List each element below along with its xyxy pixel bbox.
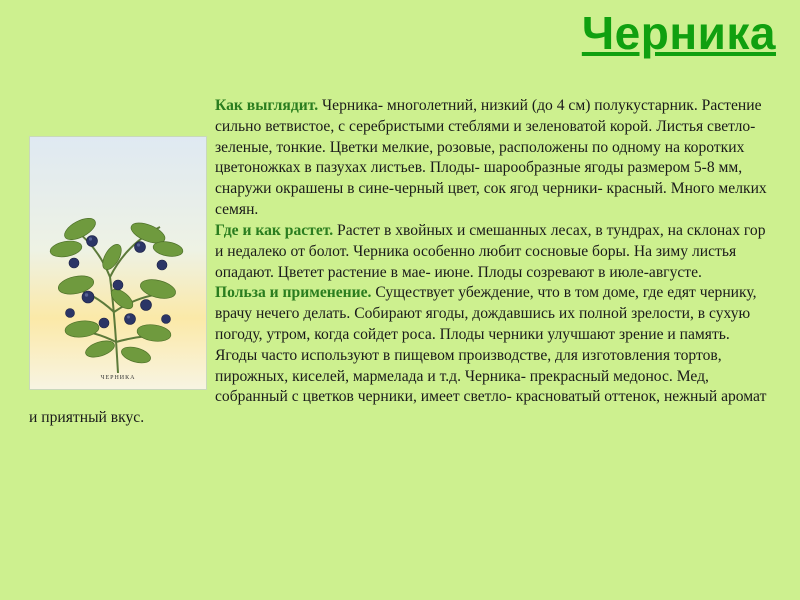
section-benefits-heading: Польза и применение. <box>215 284 372 302</box>
section-growth-heading: Где и как растет. <box>215 221 334 239</box>
article-body <box>29 96 774 429</box>
section-growth-text: Растет в хвойных и смешанных лесах, в тундрах, на склонах гор и недалеко от болот. Черника особенно любит сосновые боры. На зиму листья опадают. Цветет растение в мае- июне. Плоды созревают в июле-августе. <box>215 221 766 281</box>
image-caption: ЧЕРНИКА <box>100 375 136 381</box>
text-wrap-spacer <box>29 96 215 396</box>
section-appearance-text: Черника- многолетний, низкий (до 4 см) полукустарник. Растение сильно ветвистое, с серебристыми стеблями и зеленоватой корой. Листья светло-зеленые, тонкие. Цветки мелкие, розовые, расположены по одному на коротких цветоножках в пазухах листьев. Плоды- шарообразные ягоды размером 5-8 мм, снаружи окрашены в сине-черный цвет, сок ягод черники- красный. Много мелких семян. <box>215 97 767 219</box>
section-benefits-text: Существует убеждение, что в том доме, где едят чернику, врачу нечего делать. Собирают ягоды, дождавшись их полной зрелости, в сухую погоду, утром, когда сойдет роса. Плоды черники улучшают зрение и память. Ягоды часто используют в пищевом производстве, для изготовления тортов, пирожных, киселей, мармелада и т.д. Черника- прекрасный медонос. Мед, собранный с цветков черники, имеет светло- красноватый оттенок, нежный аромат и приятный вкус. <box>29 284 767 427</box>
section-appearance-heading: Как выглядит. <box>215 97 319 114</box>
page-title: Черника <box>581 7 776 59</box>
